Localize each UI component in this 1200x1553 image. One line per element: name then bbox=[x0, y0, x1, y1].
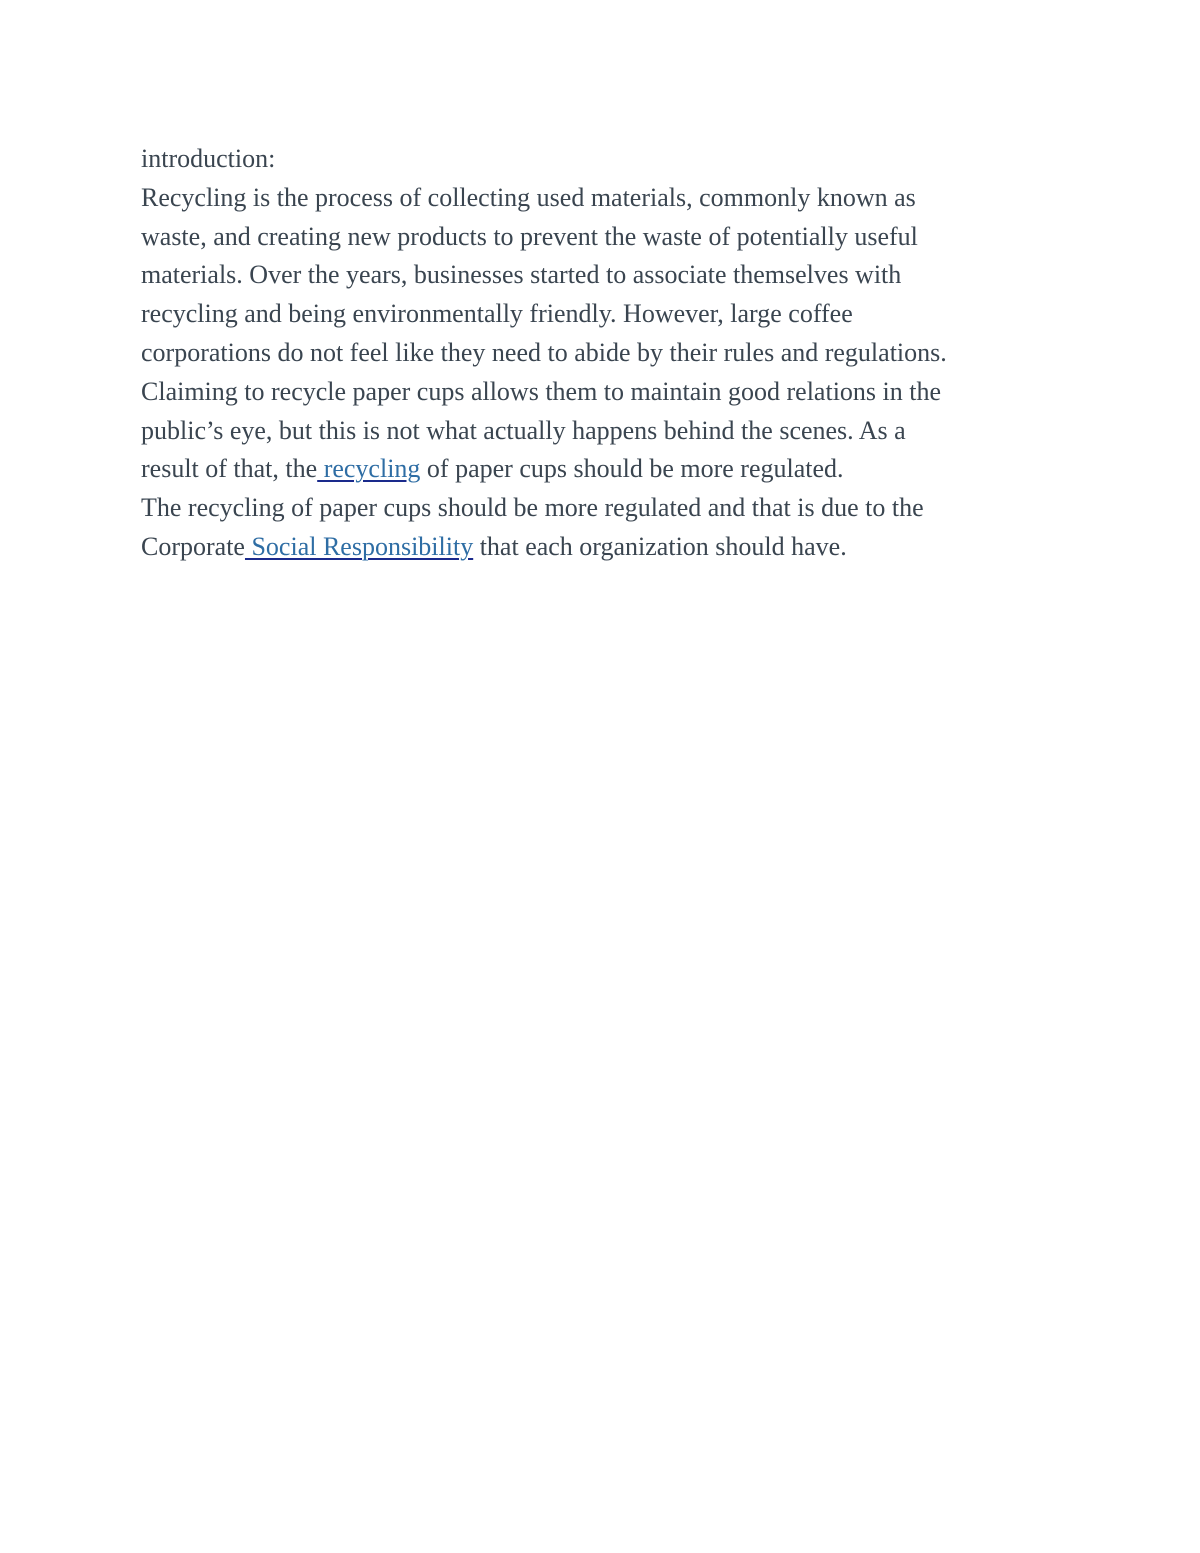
text-segment: result of that, the bbox=[141, 454, 318, 484]
paragraph-line: corporations do not feel like they need to abide by their rules and regulations. bbox=[141, 337, 947, 367]
paragraph-line: waste, and creating new products to prevent the waste of potentially useful bbox=[141, 221, 918, 251]
text-segment: Corporate bbox=[141, 531, 245, 561]
recycling-link[interactable]: recycling bbox=[317, 454, 421, 484]
paragraph-line: materials. Over the years, businesses started to associate themselves with bbox=[141, 260, 902, 290]
section-heading: introduction: bbox=[141, 144, 276, 173]
paragraph-line bbox=[141, 450, 1071, 489]
social-responsibility-link[interactable]: Social Responsibility bbox=[244, 531, 474, 561]
text-segment: that each organization should have. bbox=[473, 531, 847, 561]
paragraph-line bbox=[141, 528, 1071, 567]
paragraph-line: recycling and being environmentally friendly. However, large coffee bbox=[141, 299, 853, 329]
document-body bbox=[141, 140, 1071, 567]
paragraph-line: Recycling is the process of collecting used materials, commonly known as bbox=[141, 182, 916, 212]
paragraph-line: Claiming to recycle paper cups allows them to maintain good relations in the bbox=[141, 376, 942, 406]
paragraph-line: public’s eye, but this is not what actually happens behind the scenes. As a bbox=[141, 415, 906, 445]
text-segment: of paper cups should be more regulated. bbox=[420, 454, 844, 484]
paragraph-line: The recycling of paper cups should be more regulated and that is due to the bbox=[141, 493, 924, 523]
